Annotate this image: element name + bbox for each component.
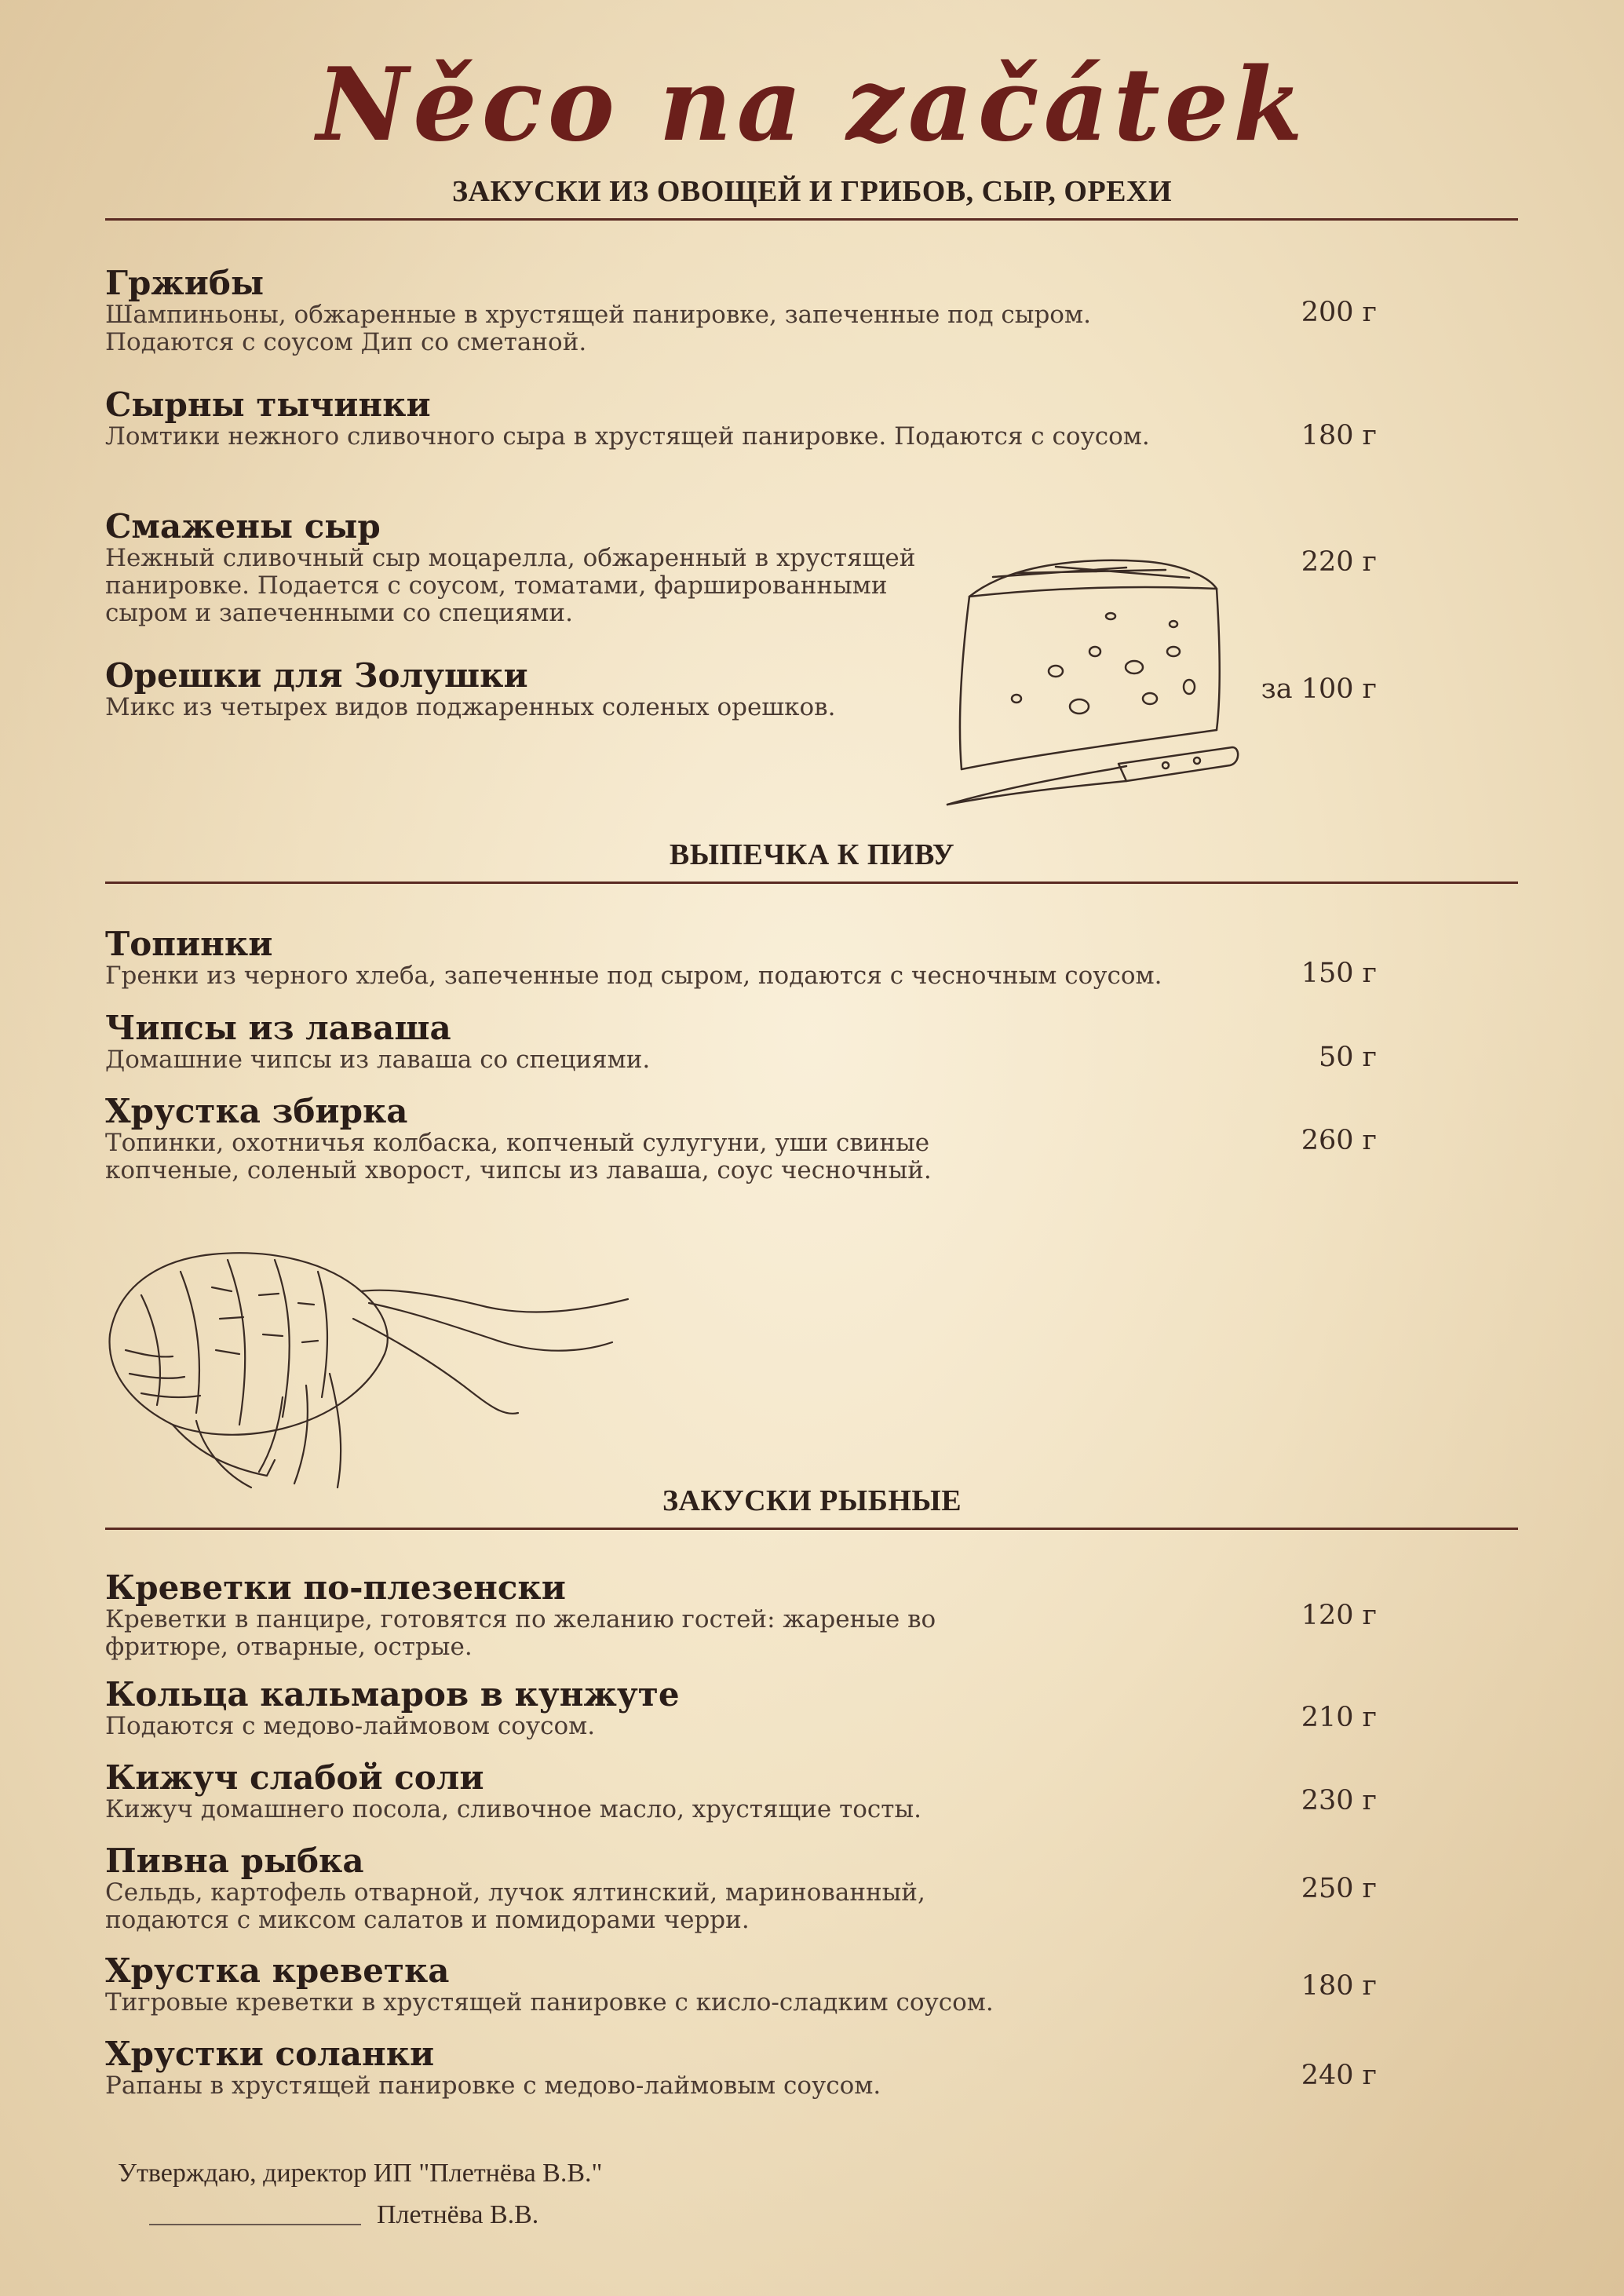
item-price: 250 г xyxy=(1301,1873,1377,1904)
item-name: Хрустки соланки xyxy=(105,2035,435,2073)
menu-title: Něco na začátek xyxy=(316,46,1308,164)
item-name: Сырны тычинки xyxy=(105,385,431,424)
menu-item xyxy=(105,387,1377,451)
item-price: 50 г xyxy=(1319,1042,1377,1073)
item-name: Креветки по-плезенски xyxy=(105,1568,566,1607)
section-divider xyxy=(105,1528,1518,1530)
item-name: Орешки для Золушки xyxy=(105,656,528,695)
cheese-knife-illustration xyxy=(938,542,1252,816)
item-description: Рапаны в хрустящей панировке с медово-лаймовым соусом. xyxy=(105,2072,881,2101)
menu-item xyxy=(105,926,1377,990)
item-price: за 100 г xyxy=(1261,673,1377,705)
item-name: Хрустка креветка xyxy=(105,1951,450,1990)
shrimp-illustration xyxy=(94,1217,644,1499)
menu-item xyxy=(105,1010,1377,1074)
section-divider xyxy=(105,218,1518,221)
section-heading-vegetables: ЗАКУСКИ ИЗ ОВОЩЕЙ И ГРИБОВ, СЫР, ОРЕХИ xyxy=(451,175,1173,208)
item-name: Топинки xyxy=(105,925,273,963)
section-heading-pastry: ВЫПЕЧКА К ПИВУ xyxy=(669,838,955,871)
menu-item xyxy=(105,2036,1377,2100)
item-description: Нежный сливочный сыр моцарелла, обжаренный в хрустящей панировке. Подается с соусом, томатами, фаршированными сыром и запеченными со специями. xyxy=(105,544,916,628)
item-price: 220 г xyxy=(1301,546,1377,578)
item-description: Домашние чипсы из лаваша со специями. xyxy=(105,1046,651,1075)
section-divider xyxy=(105,882,1518,884)
item-price: 120 г xyxy=(1301,1600,1377,1631)
menu-item xyxy=(105,1570,1377,1661)
signer-name: Плетнёва В.В. xyxy=(377,2200,539,2229)
item-description: Подаются с медово-лаймовом соусом. xyxy=(105,1712,596,1741)
item-name: Кижуч слабой соли xyxy=(105,1758,484,1797)
menu-item xyxy=(105,1843,1377,1934)
signature-line xyxy=(149,2224,361,2225)
menu-item xyxy=(105,1677,1377,1740)
item-price: 230 г xyxy=(1301,1785,1377,1816)
item-name: Хрустка збирка xyxy=(105,1092,408,1130)
item-name: Кольца кальмаров в кунжуте xyxy=(105,1675,680,1714)
menu-item xyxy=(105,1093,1377,1185)
item-price: 180 г xyxy=(1301,1970,1377,2002)
menu-item xyxy=(105,1760,1377,1823)
item-price: 260 г xyxy=(1301,1125,1377,1156)
menu-item xyxy=(105,265,1377,356)
item-description: Гренки из черного хлеба, запеченные под сыром, подаются с чесночным соусом. xyxy=(105,962,1162,991)
item-description: Микс из четырех видов поджаренных соленых орешков. xyxy=(105,693,836,722)
menu-item xyxy=(105,1953,1377,2017)
section-heading-fish: ЗАКУСКИ РЫБНЫЕ xyxy=(662,1484,962,1517)
item-price: 240 г xyxy=(1301,2060,1377,2091)
item-description: Сельдь, картофель отварной, лучок ялтинский, маринованный, подаются с миксом салатов и помидорами черри. xyxy=(105,1878,925,1935)
approval-text: Утверждаю, директор ИП "Плетнёва В.В." xyxy=(118,2159,603,2188)
item-name: Гржибы xyxy=(105,264,265,302)
item-description: Ломтики нежного сливочного сыра в хрустящей панировке. Подаются с соусом. xyxy=(105,422,1150,451)
item-name: Пивна рыбка xyxy=(105,1842,364,1880)
item-price: 180 г xyxy=(1301,420,1377,451)
item-price: 200 г xyxy=(1301,297,1377,328)
item-name: Смажены сыр xyxy=(105,507,381,546)
item-price: 210 г xyxy=(1301,1702,1377,1733)
item-name: Чипсы из лаваша xyxy=(105,1009,451,1047)
item-description: Кижуч домашнего посола, сливочное масло, хрустящие тосты. xyxy=(105,1795,921,1824)
item-description: Топинки, охотничья колбаска, копченый сулугуни, уши свиные копченые, соленый хворост, чипсы из лаваша, соус чесночный. xyxy=(105,1129,932,1185)
item-description: Шампиньоны, обжаренные в хрустящей панировке, запеченные под сыром. Подаются с соусом Дип со сметаной. xyxy=(105,301,1091,357)
item-price: 150 г xyxy=(1301,958,1377,989)
item-description: Креветки в панцире, готовятся по желанию гостей: жареные во фритюре, отварные, острые. xyxy=(105,1605,936,1662)
item-description: Тигровые креветки в хрустящей панировке с кисло-сладким соусом. xyxy=(105,1988,994,2017)
